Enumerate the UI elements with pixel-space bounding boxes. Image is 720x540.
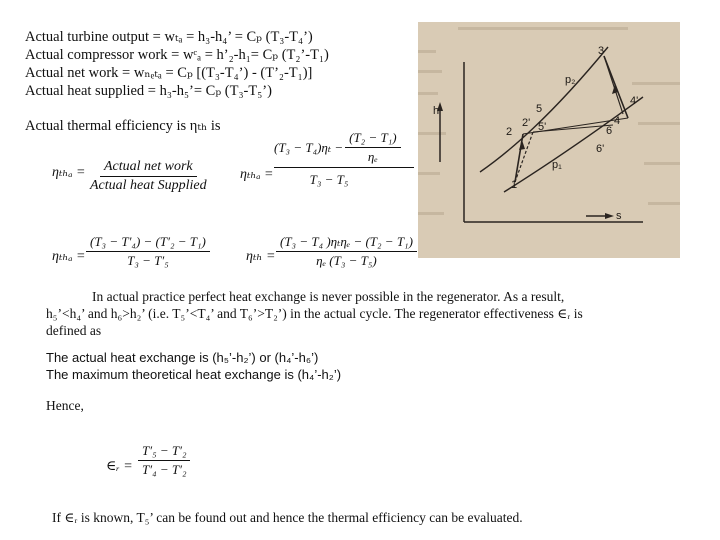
eq3-denominator: T₃ − T′₅ [127, 253, 169, 268]
eq3-numerator: (T₃ − T′₄) − (T′₂ − T₁) [86, 234, 210, 252]
regenerator-text-panel [34, 283, 704, 540]
efficiency-intro: Actual thermal efficiency is ηₜₕ is [25, 118, 221, 134]
hs-diagram [418, 22, 680, 258]
effectiveness-fraction [138, 443, 190, 478]
actual-exchange-line: The actual heat exchange is (h₅’-h₂’) or (h₄’-h₆’) [46, 350, 319, 365]
point-2-label: 2 [506, 126, 513, 138]
compressor-work-line: Actual compressor work = wᶜₐ = h’₂-h₁= Cₚ (T₂’-T₁) [25, 47, 329, 63]
para-line-3: defined as [46, 323, 102, 338]
point-6-label: 6 [606, 125, 613, 137]
point-4-label: 4 [614, 115, 621, 127]
eq2-numerator-a: (T₃ − T₄)ηₜ − [274, 139, 344, 155]
hs-diagram-panel [418, 22, 680, 258]
pressure-high-label: p₂ [565, 74, 576, 86]
effectiveness-denominator: T′₄ − T′₂ [142, 462, 187, 477]
point-1-label: 1 [511, 179, 518, 191]
pressure-low-label: p₁ [552, 159, 562, 171]
eq1-lhs: ηₜₕₐ = [52, 165, 86, 180]
eq1-numerator: Actual net work [100, 159, 197, 177]
eq2-fraction [274, 130, 414, 188]
y-axis-label: h [433, 105, 440, 117]
point-3-label: 3 [598, 45, 605, 57]
hence-label: Hence, [46, 398, 84, 413]
point-2prime-label: 2' [522, 117, 531, 129]
eq4-lhs: ηₜₕ = [246, 249, 276, 264]
top-text-panel [22, 24, 418, 282]
x-axis-label: s [616, 210, 622, 222]
point-6prime-label: 6' [596, 143, 605, 155]
para-line-1: In actual practice perfect heat exchange is never possible in the regenerator. As a result, [92, 289, 565, 304]
eq4-fraction [276, 234, 417, 269]
eq2-inner-numerator: (T₂ − T₁) [345, 130, 400, 148]
net-work-line: Actual net work = wₙₑₜₐ = Cₚ [(T₃-T₄’) - (T’₂-T₁)] [25, 65, 313, 81]
conclusion-line: If ∈ᵣ is known, T₅’ can be found out and hence the thermal efficiency can be evaluated. [52, 510, 523, 525]
eq4-denominator: ηₑ (T₃ − T₅) [316, 253, 377, 268]
para-line-2: h₅’<h₄’ and h₆>h₂’ (i.e. T₅’<T₄’ and T₆’>T₂’) in the actual cycle. The regenerator effectiveness ∈ᵣ is [46, 306, 583, 321]
eq2-inner-denominator: ηₑ [367, 149, 378, 164]
effectiveness-lhs: ∈ᵣ = [106, 459, 133, 474]
eq1-fraction [86, 159, 211, 194]
eq3-fraction [86, 234, 210, 269]
eq4-numerator: (T₃ − T₄ )ηₜηₑ − (T₂ − T₁) [276, 234, 417, 252]
turbine-output-line: Actual turbine output = wₜₐ = h₃-h₄’ = Cₚ (T₃-T₄’) [25, 29, 313, 45]
heat-supplied-line: Actual heat supplied = h₃-h₅’= Cₚ (T₃-T₅’) [25, 83, 272, 99]
eq2-denominator: T₃ − T₅ [309, 172, 349, 187]
point-4prime-label: 4' [630, 95, 639, 107]
point-5prime-label: 5' [538, 121, 547, 133]
point-5-label: 5 [536, 103, 543, 115]
max-exchange-line: The maximum theoretical heat exchange is (h₄’-h₂’) [46, 367, 342, 382]
effectiveness-numerator: T′₅ − T′₂ [138, 443, 190, 461]
eq1-denominator: Actual heat Supplied [90, 178, 207, 193]
eq2-lhs: ηₜₕₐ = [240, 167, 274, 182]
eq3-lhs: ηₜₕₐ = [52, 249, 86, 264]
